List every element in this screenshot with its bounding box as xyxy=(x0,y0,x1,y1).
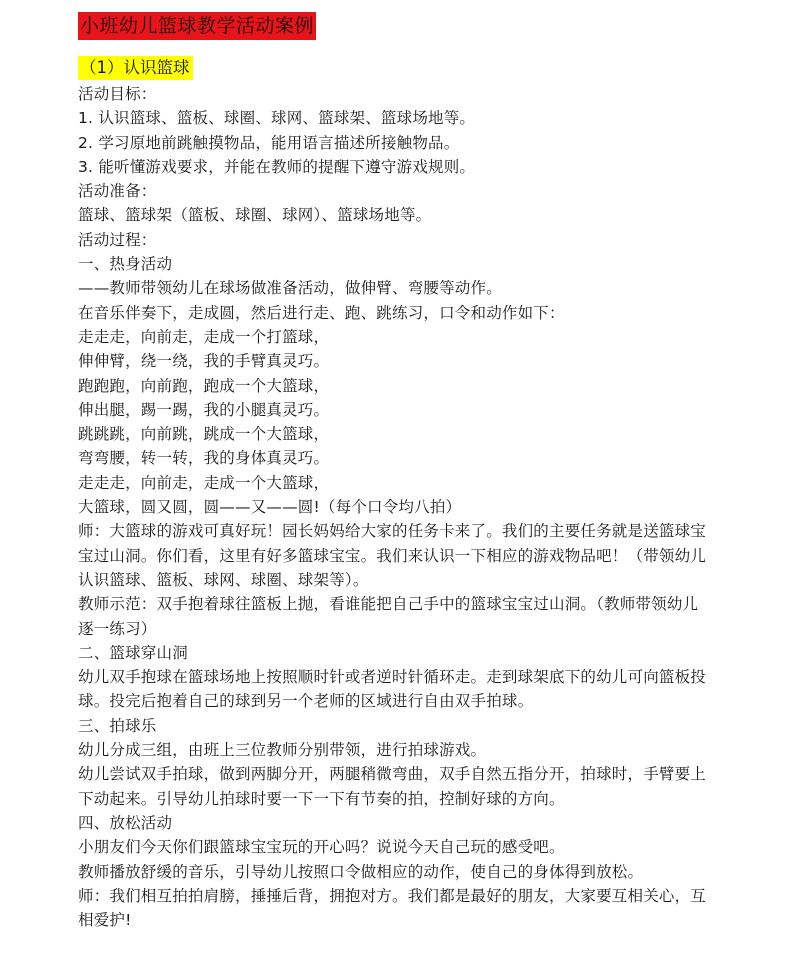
text-line: 在音乐伴奏下，走成圆，然后进行走、跑、跳练习，口令和动作如下： xyxy=(78,303,565,322)
text-line: 教师播放舒缓的音乐，引导幼儿按照口令做相应的动作，使自己的身体得到放松。 xyxy=(78,862,644,881)
document-title-row xyxy=(78,12,778,40)
text-line: 师：大篮球的游戏可真好玩！园长妈妈给大家的任务卡来了。我们的主要任务就是送篮球宝 xyxy=(78,522,707,541)
text-line: 四、放松活动 xyxy=(78,813,173,832)
text-line: 小朋友们今天你们跟篮球宝宝玩的开心吗？说说今天自己玩的感受吧。 xyxy=(78,838,565,857)
text-line: ——教师带领幼儿在球场做准备活动，做伸臂、弯腰等动作。 xyxy=(78,279,502,298)
text-line: 篮球、篮球架（篮板、球圈、球网）、篮球场地等。 xyxy=(78,206,432,225)
text-line: 活动目标： xyxy=(78,85,157,103)
text-line: 3. 能听懂游戏要求，并能在教师的提醒下遵守游戏规则。 xyxy=(78,157,476,176)
text-line: 球。投完后抱着自己的球到另一个老师的区域进行自由双手拍球。 xyxy=(78,692,534,711)
body-text xyxy=(78,82,778,932)
text-line: 走走走，向前走，走成一个大篮球， xyxy=(78,473,330,492)
text-line: 幼儿尝试双手拍球，做到两脚分开，两腿稍微弯曲，双手自然五指分开，拍球时，手臂要上 xyxy=(78,765,707,784)
text-line: 跳跳跳，向前跳，跳成一个大篮球， xyxy=(78,425,330,444)
text-line: 一、热身活动 xyxy=(78,255,173,274)
text-line: 跑跑跑，向前跑，跑成一个大篮球， xyxy=(78,376,330,395)
text-line: 认识篮球、篮板、球网、球圈、球架等）。 xyxy=(78,570,369,589)
text-line: 弯弯腰，转一转，我的身体真灵巧。 xyxy=(78,449,330,468)
text-line: 宝过山洞。你们看，这里有好多篮球宝宝。我们来认识一下相应的游戏物品吧！（带领幼儿 xyxy=(78,546,707,565)
text-line: 活动准备： xyxy=(78,182,157,201)
text-line: 大篮球，圆又圆，圆——又——圆!（每个口令均八拍） xyxy=(78,498,462,517)
text-line: 幼儿分成三组，由班上三位教师分别带领，进行拍球游戏。 xyxy=(78,741,487,760)
document-title: 小班幼儿篮球教学活动案例 xyxy=(78,12,316,40)
text-line: 伸出腿，踢一踢，我的小腿真灵巧。 xyxy=(78,400,330,419)
text-line: 相爱护! xyxy=(78,911,132,930)
text-line: 2. 学习原地前跳触摸物品，能用语言描述所接触物品。 xyxy=(78,133,460,152)
text-line: 二、篮球穿山洞 xyxy=(78,643,188,662)
text-line: 教师示范：双手抱着球往篮板上抛，看谁能把自己手中的篮球宝宝过山洞。（教师带领幼儿 xyxy=(78,595,699,614)
text-line: 伸伸臂，绕一绕，我的手臂真灵巧。 xyxy=(78,352,330,371)
text-line: 走走走，向前走，走成一个打篮球， xyxy=(78,327,330,346)
text-line: 活动过程： xyxy=(78,230,157,249)
text-line: 三、拍球乐 xyxy=(78,716,157,735)
section-title: （1）认识篮球 xyxy=(78,56,193,80)
text-line: 下动起来。引导幼儿拍球时要一下一下有节奏的拍，控制好球的方向。 xyxy=(78,789,565,808)
text-line: 师：我们相互拍拍肩膀，捶捶后背，拥抱对方。我们都是最好的朋友，大家要互相关心，互 xyxy=(78,886,707,905)
document xyxy=(78,12,778,932)
text-line: 1. 认识篮球、篮板、球圈、球网、篮球架、篮球场地等。 xyxy=(78,109,476,128)
text-line: 幼儿双手抱球在篮球场地上按照顺时针或者逆时针循环走。走到球架底下的幼儿可向篮板投 xyxy=(78,668,707,687)
text-line: 逐一练习） xyxy=(78,619,157,638)
section-title-row xyxy=(78,40,778,80)
